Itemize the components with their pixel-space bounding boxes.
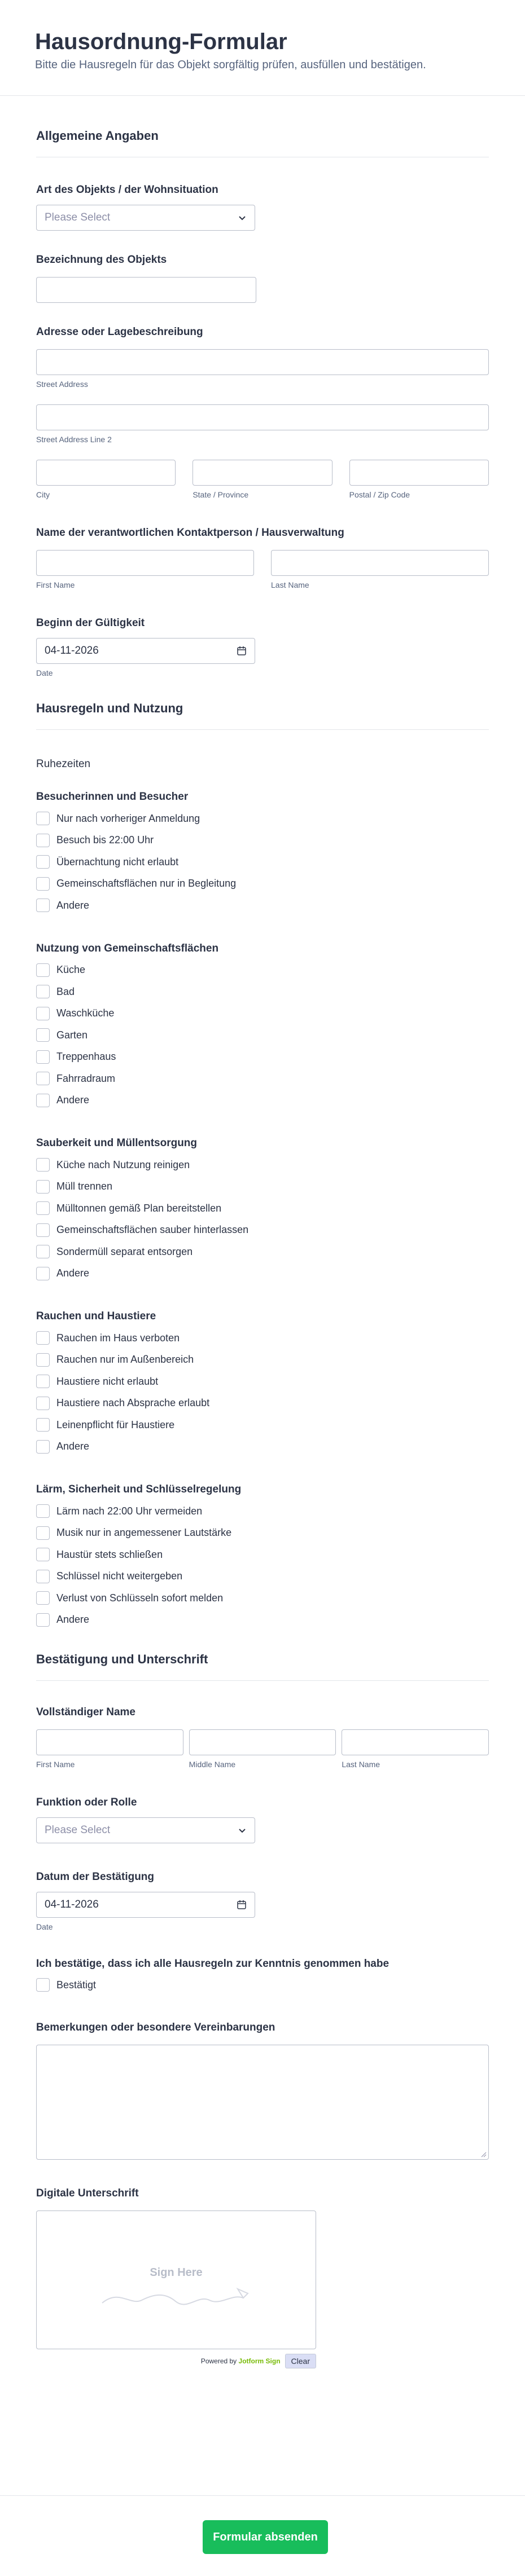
group-title: Sauberkeit und Müllentsorgung: [36, 1137, 198, 1149]
checkbox[interactable]: [36, 1978, 50, 1992]
option-label: Andere: [56, 1614, 90, 1626]
field-confirm-date: [29, 1870, 496, 1931]
option-item[interactable]: [29, 895, 496, 917]
section-divider: [36, 729, 489, 730]
checkbox[interactable]: [36, 1613, 50, 1627]
street-address-sublabel: Street Address: [36, 380, 88, 389]
valid-from-date-input[interactable]: [36, 638, 255, 664]
first-name-field: [36, 1729, 183, 1769]
checkbox[interactable]: [36, 1375, 50, 1388]
section-title-rules: Hausregeln und Nutzung: [36, 701, 183, 715]
confirm-date-label: Datum der Bestätigung: [36, 1871, 155, 1883]
street-address-input[interactable]: [36, 349, 489, 375]
contact-first-name-input[interactable]: [36, 550, 254, 576]
acknowledgement-option-label: Bestätigt: [56, 1979, 97, 1991]
rule-group-common-areas: [29, 943, 496, 1112]
checkbox[interactable]: [36, 1050, 50, 1064]
option-label: Übernachtung nicht erlaubt: [56, 856, 179, 868]
calendar-icon[interactable]: [237, 646, 247, 656]
contact-first-field: [36, 550, 254, 589]
option-label: Nur nach vorheriger Anmeldung: [56, 812, 200, 824]
option-item[interactable]: [29, 1090, 496, 1112]
option-item[interactable]: [29, 1327, 496, 1349]
option-item[interactable]: [29, 1587, 496, 1609]
option-label: Lärm nach 22:00 Uhr vermeiden: [56, 1505, 203, 1517]
checkbox[interactable]: [36, 855, 50, 869]
checkbox[interactable]: [36, 834, 50, 847]
option-label: Haustiere nach Absprache erlaubt: [56, 1397, 210, 1409]
rule-group-cleanliness: [29, 1137, 496, 1284]
valid-from-value: 04-11-2026: [45, 645, 99, 657]
checkbox[interactable]: [36, 1548, 50, 1561]
option-item[interactable]: [29, 1024, 496, 1046]
object-type-placeholder: Please Select: [45, 212, 111, 223]
first-name-input[interactable]: [36, 1729, 183, 1755]
powered-by-label: Powered by: [200, 2357, 237, 2365]
checkbox[interactable]: [36, 1267, 50, 1280]
form-footer: [0, 2495, 525, 2576]
checkbox[interactable]: [36, 1526, 50, 1540]
zip-field: [349, 460, 489, 499]
city-sublabel: City: [36, 490, 50, 499]
field-contact: [29, 526, 496, 589]
option-label: Haustür stets schließen: [56, 1548, 163, 1560]
powered-by-text: [201, 2357, 281, 2365]
option-label: Haustiere nicht erlaubt: [56, 1375, 159, 1387]
group-title: Besucherinnen und Besucher: [36, 791, 189, 803]
field-full-name: [29, 1706, 496, 1769]
city-state-zip-row: [36, 460, 489, 499]
option-item[interactable]: [29, 873, 496, 895]
option-label: Schlüssel nicht weitergeben: [56, 1570, 183, 1582]
city-input[interactable]: [36, 460, 176, 486]
checkbox[interactable]: [36, 1072, 50, 1085]
object-type-select[interactable]: [36, 205, 255, 231]
valid-from-sublabel: Date: [36, 668, 53, 677]
options-list: [29, 1327, 496, 1457]
option-label: Treppenhaus: [56, 1051, 116, 1063]
checkbox[interactable]: [36, 985, 50, 998]
checkbox[interactable]: [36, 1223, 50, 1237]
quiet-hours-label: Ruhezeiten: [36, 758, 91, 770]
option-item[interactable]: [29, 1522, 496, 1544]
role-select[interactable]: [36, 1817, 255, 1843]
option-item[interactable]: [29, 1154, 496, 1176]
option-item[interactable]: [29, 1414, 496, 1436]
option-item[interactable]: [29, 851, 496, 873]
resize-grip-icon[interactable]: [481, 2152, 487, 2157]
middle-name-sublabel: Middle Name: [189, 1760, 236, 1769]
field-acknowledgement: [29, 1957, 496, 1971]
group-title: Nutzung von Gemeinschaftsflächen: [36, 942, 219, 954]
field-object-name: [29, 253, 496, 303]
option-label: Verlust von Schlüsseln sofort melden: [56, 1592, 224, 1604]
checkbox[interactable]: [36, 1331, 50, 1345]
signature-meta: [36, 2354, 316, 2368]
contact-label: Name der verantwortlichen Kontaktperson / Hausverwaltung: [36, 527, 344, 539]
signature-squiggle-icon: [97, 2283, 260, 2311]
zip-input[interactable]: [349, 460, 489, 486]
field-role: [29, 1796, 496, 1843]
last-name-input[interactable]: [342, 1729, 489, 1755]
submit-button[interactable]: Formular absenden: [203, 2520, 328, 2554]
group-title: Lärm, Sicherheit und Schlüsselregelung: [36, 1483, 242, 1495]
option-label: Garten: [56, 1029, 88, 1041]
option-label: Waschküche: [56, 1007, 115, 1019]
field-object-type: [29, 183, 496, 231]
last-name-sublabel: Last Name: [342, 1760, 380, 1769]
checkbox[interactable]: [36, 1440, 50, 1454]
group-title: Rauchen und Haustiere: [36, 1310, 156, 1322]
checkbox[interactable]: [36, 1570, 50, 1583]
contact-name-row: [36, 550, 489, 589]
option-label: Fahrradraum: [56, 1072, 116, 1084]
option-label: Rauchen im Haus verboten: [56, 1332, 180, 1344]
section-rules: [0, 668, 525, 1631]
checkbox[interactable]: [36, 1180, 50, 1194]
acknowledgement-label: Ich bestätige, dass ich alle Hausregeln zur Kenntnis genommen habe: [36, 1958, 390, 1970]
option-item[interactable]: [29, 1393, 496, 1415]
address-label: Adresse oder Lagebeschreibung: [36, 326, 203, 338]
option-item[interactable]: [29, 830, 496, 852]
option-item[interactable]: [29, 981, 496, 1003]
full-name-label: Vollständiger Name: [36, 1706, 135, 1718]
checkbox[interactable]: [36, 1353, 50, 1367]
confirm-date-input[interactable]: [36, 1892, 255, 1918]
checkbox[interactable]: [36, 1397, 50, 1410]
signature-placeholder: Sign Here: [150, 2266, 203, 2279]
contact-last-name-sublabel: Last Name: [271, 580, 309, 589]
acknowledgement-option[interactable]: [29, 1974, 496, 1996]
option-label: Andere: [56, 1441, 90, 1452]
checkbox[interactable]: [36, 963, 50, 977]
signature-pad[interactable]: [36, 2210, 316, 2349]
checkbox[interactable]: [36, 1094, 50, 1107]
option-item[interactable]: [29, 1176, 496, 1198]
rule-group-smoking-pets: [29, 1310, 496, 1457]
full-name-row: [36, 1729, 489, 1769]
option-label: Mülltonnen gemäß Plan bereitstellen: [56, 1202, 222, 1214]
form-header: [0, 0, 525, 96]
options-list: [29, 1500, 496, 1631]
remarks-textarea[interactable]: [36, 2045, 489, 2160]
field-signature: [29, 2187, 496, 2368]
first-name-sublabel: First Name: [36, 1760, 75, 1769]
option-label: Andere: [56, 899, 90, 911]
options-list: [29, 959, 496, 1112]
option-item[interactable]: [29, 1046, 496, 1068]
option-label: Sondermüll separat entsorgen: [56, 1245, 193, 1257]
checkbox[interactable]: [36, 1591, 50, 1605]
chevron-down-icon: [238, 213, 247, 222]
last-name-field: [342, 1729, 489, 1769]
state-input[interactable]: [193, 460, 332, 486]
object-name-input[interactable]: [36, 277, 256, 303]
middle-name-input[interactable]: [189, 1729, 336, 1755]
middle-name-field: [189, 1729, 336, 1769]
section-confirmation: [0, 1619, 525, 2368]
option-label: Müll trennen: [56, 1181, 113, 1192]
object-type-label: Art des Objekts / der Wohnsituation: [36, 184, 218, 196]
option-item[interactable]: [29, 1436, 496, 1458]
option-label: Andere: [56, 1267, 90, 1279]
field-address: [29, 325, 496, 499]
contact-last-name-input[interactable]: [271, 550, 489, 576]
option-label: Gemeinschaftsflächen sauber hinterlassen: [56, 1224, 249, 1236]
checkbox[interactable]: [36, 812, 50, 825]
signature-label: Digitale Unterschrift: [36, 2187, 139, 2199]
chevron-down-icon: [238, 1826, 247, 1835]
section-general: [0, 96, 525, 677]
role-placeholder: Please Select: [45, 1824, 111, 1836]
contact-last-field: [271, 550, 489, 589]
remarks-label: Bemerkungen oder besondere Vereinbarungen: [36, 2021, 275, 2033]
street-address-line2-input[interactable]: [36, 404, 489, 430]
form-title: Hausordnung-Formular: [35, 29, 287, 54]
option-label: Leinenpflicht für Haustiere: [56, 1419, 175, 1430]
option-item[interactable]: [29, 808, 496, 830]
rule-group-noise-security: [29, 1483, 496, 1631]
checkbox[interactable]: [36, 899, 50, 912]
calendar-icon[interactable]: [237, 1900, 247, 1910]
checkbox[interactable]: [36, 1245, 50, 1258]
checkbox[interactable]: [36, 1007, 50, 1020]
rule-group-visitors: [29, 791, 496, 917]
option-item[interactable]: [29, 1349, 496, 1371]
street-address-line2-sublabel: Street Address Line 2: [36, 435, 112, 444]
object-name-label: Bezeichnung des Objekts: [36, 254, 167, 266]
option-label: Küche: [56, 964, 86, 976]
zip-sublabel: Postal / Zip Code: [349, 490, 410, 499]
checkbox[interactable]: [36, 1028, 50, 1042]
contact-first-name-sublabel: First Name: [36, 580, 75, 589]
option-label: Musik nur in angemessener Lautstärke: [56, 1527, 232, 1539]
confirm-date-value: 04-11-2026: [45, 1899, 99, 1910]
section-divider: [36, 1680, 489, 1681]
option-item[interactable]: [29, 1003, 496, 1025]
option-label: Rauchen nur im Außenbereich: [56, 1354, 194, 1366]
jotform-sign-brand: Jotform Sign: [238, 2357, 281, 2365]
checkbox[interactable]: [36, 1504, 50, 1518]
clear-signature-button[interactable]: Clear: [285, 2354, 316, 2368]
option-item[interactable]: [29, 1197, 496, 1219]
section-title-general: Allgemeine Angaben: [36, 129, 159, 143]
option-item[interactable]: [29, 1371, 496, 1393]
role-label: Funktion oder Rolle: [36, 1796, 137, 1808]
state-field: [193, 460, 332, 499]
option-item[interactable]: [29, 1566, 496, 1588]
option-item[interactable]: [29, 1544, 496, 1566]
option-item[interactable]: [29, 1068, 496, 1090]
checkbox[interactable]: [36, 1201, 50, 1215]
option-label: Bad: [56, 985, 75, 997]
options-list: [29, 1154, 496, 1284]
section-title-confirmation: Bestätigung und Unterschrift: [36, 1652, 208, 1666]
option-label: Küche nach Nutzung reinigen: [56, 1159, 190, 1170]
form-subtitle: Bitte die Hausregeln für das Objekt sorgfältig prüfen, ausfüllen und bestätigen.: [35, 59, 426, 71]
option-item[interactable]: [29, 1219, 496, 1241]
checkbox[interactable]: [36, 877, 50, 891]
option-item[interactable]: [29, 1500, 496, 1522]
confirm-date-sublabel: Date: [36, 1922, 53, 1931]
rule-groups: [29, 791, 496, 1631]
option-label: Gemeinschaftsflächen nur in Begleitung: [56, 878, 237, 890]
option-item[interactable]: [29, 959, 496, 981]
option-item[interactable]: [29, 1241, 496, 1263]
option-item[interactable]: [29, 1263, 496, 1285]
options-list: [29, 808, 496, 917]
field-remarks: [29, 2021, 496, 2160]
option-label: Andere: [56, 1094, 90, 1106]
valid-from-label: Beginn der Gültigkeit: [36, 617, 145, 629]
checkbox[interactable]: [36, 1418, 50, 1432]
option-label: Besuch bis 22:00 Uhr: [56, 834, 154, 846]
city-field: [36, 460, 176, 499]
checkbox[interactable]: [36, 1158, 50, 1172]
state-sublabel: State / Province: [193, 490, 249, 499]
